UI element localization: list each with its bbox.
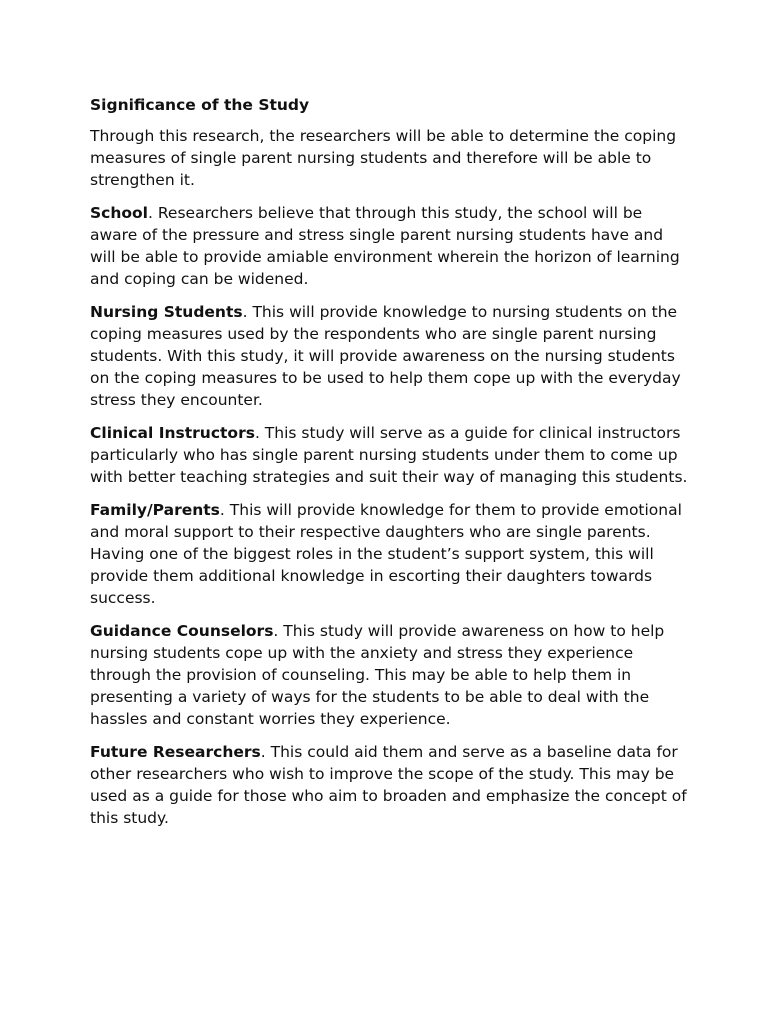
section-term: Guidance Counselors xyxy=(90,622,274,640)
section-family-parents xyxy=(90,499,690,609)
section-text: . This will provide knowledge to nursing students on the coping measures used by the respondents who are single parent nursing students. With this study, it will provide awareness on the nursing students on the coping measures to be used to help them cope up with the everyday stress they encounter. xyxy=(90,303,681,409)
intro-paragraph: Through this research, the researchers will be able to determine the coping measures of single parent nursing students and therefore will be able to strengthen it. xyxy=(90,127,677,189)
section-school xyxy=(90,202,690,290)
section-future-researchers xyxy=(90,741,690,829)
section-clinical-instructors xyxy=(90,422,690,488)
section-term: Future Researchers xyxy=(90,743,261,761)
section-term: Clinical Instructors xyxy=(90,424,255,442)
section-guidance-counselors xyxy=(90,620,690,730)
section-term: Family/Parents xyxy=(90,501,220,519)
section-term: School xyxy=(90,204,148,222)
section-text: . This study will serve as a guide for clinical instructors particularly who has single parent nursing students under them to come up with better teaching strategies and suit their way of managing this students. xyxy=(90,424,688,486)
section-nursing-students xyxy=(90,301,690,411)
document-page xyxy=(90,94,690,840)
section-text: . This could aid them and serve as a baseline data for other researchers who wish to improve the scope of the study. This may be used as a guide for those who aim to broaden and emphasize the concept of this study. xyxy=(90,743,687,827)
section-text: . This will provide knowledge for them to provide emotional and moral support to their respective daughters who are single parents. Having one of the biggest roles in the student’s support system, this will provide them additional knowledge in escorting their daughters towards success. xyxy=(90,501,682,607)
document-title: Significance of the Study xyxy=(90,96,310,114)
section-text: . This study will provide awareness on how to help nursing students cope up with the anxiety and stress they experience through the provision of counseling. This may be able to help them in presenting a variety of ways for the students to be able to deal with the hassles and constant worries they experience. xyxy=(90,622,665,728)
section-text: . Researchers believe that through this study, the school will be aware of the pressure and stress single parent nursing students have and will be able to provide amiable environment wherein the horizon of learning and coping can be widened. xyxy=(90,204,680,288)
section-term: Nursing Students xyxy=(90,303,243,321)
